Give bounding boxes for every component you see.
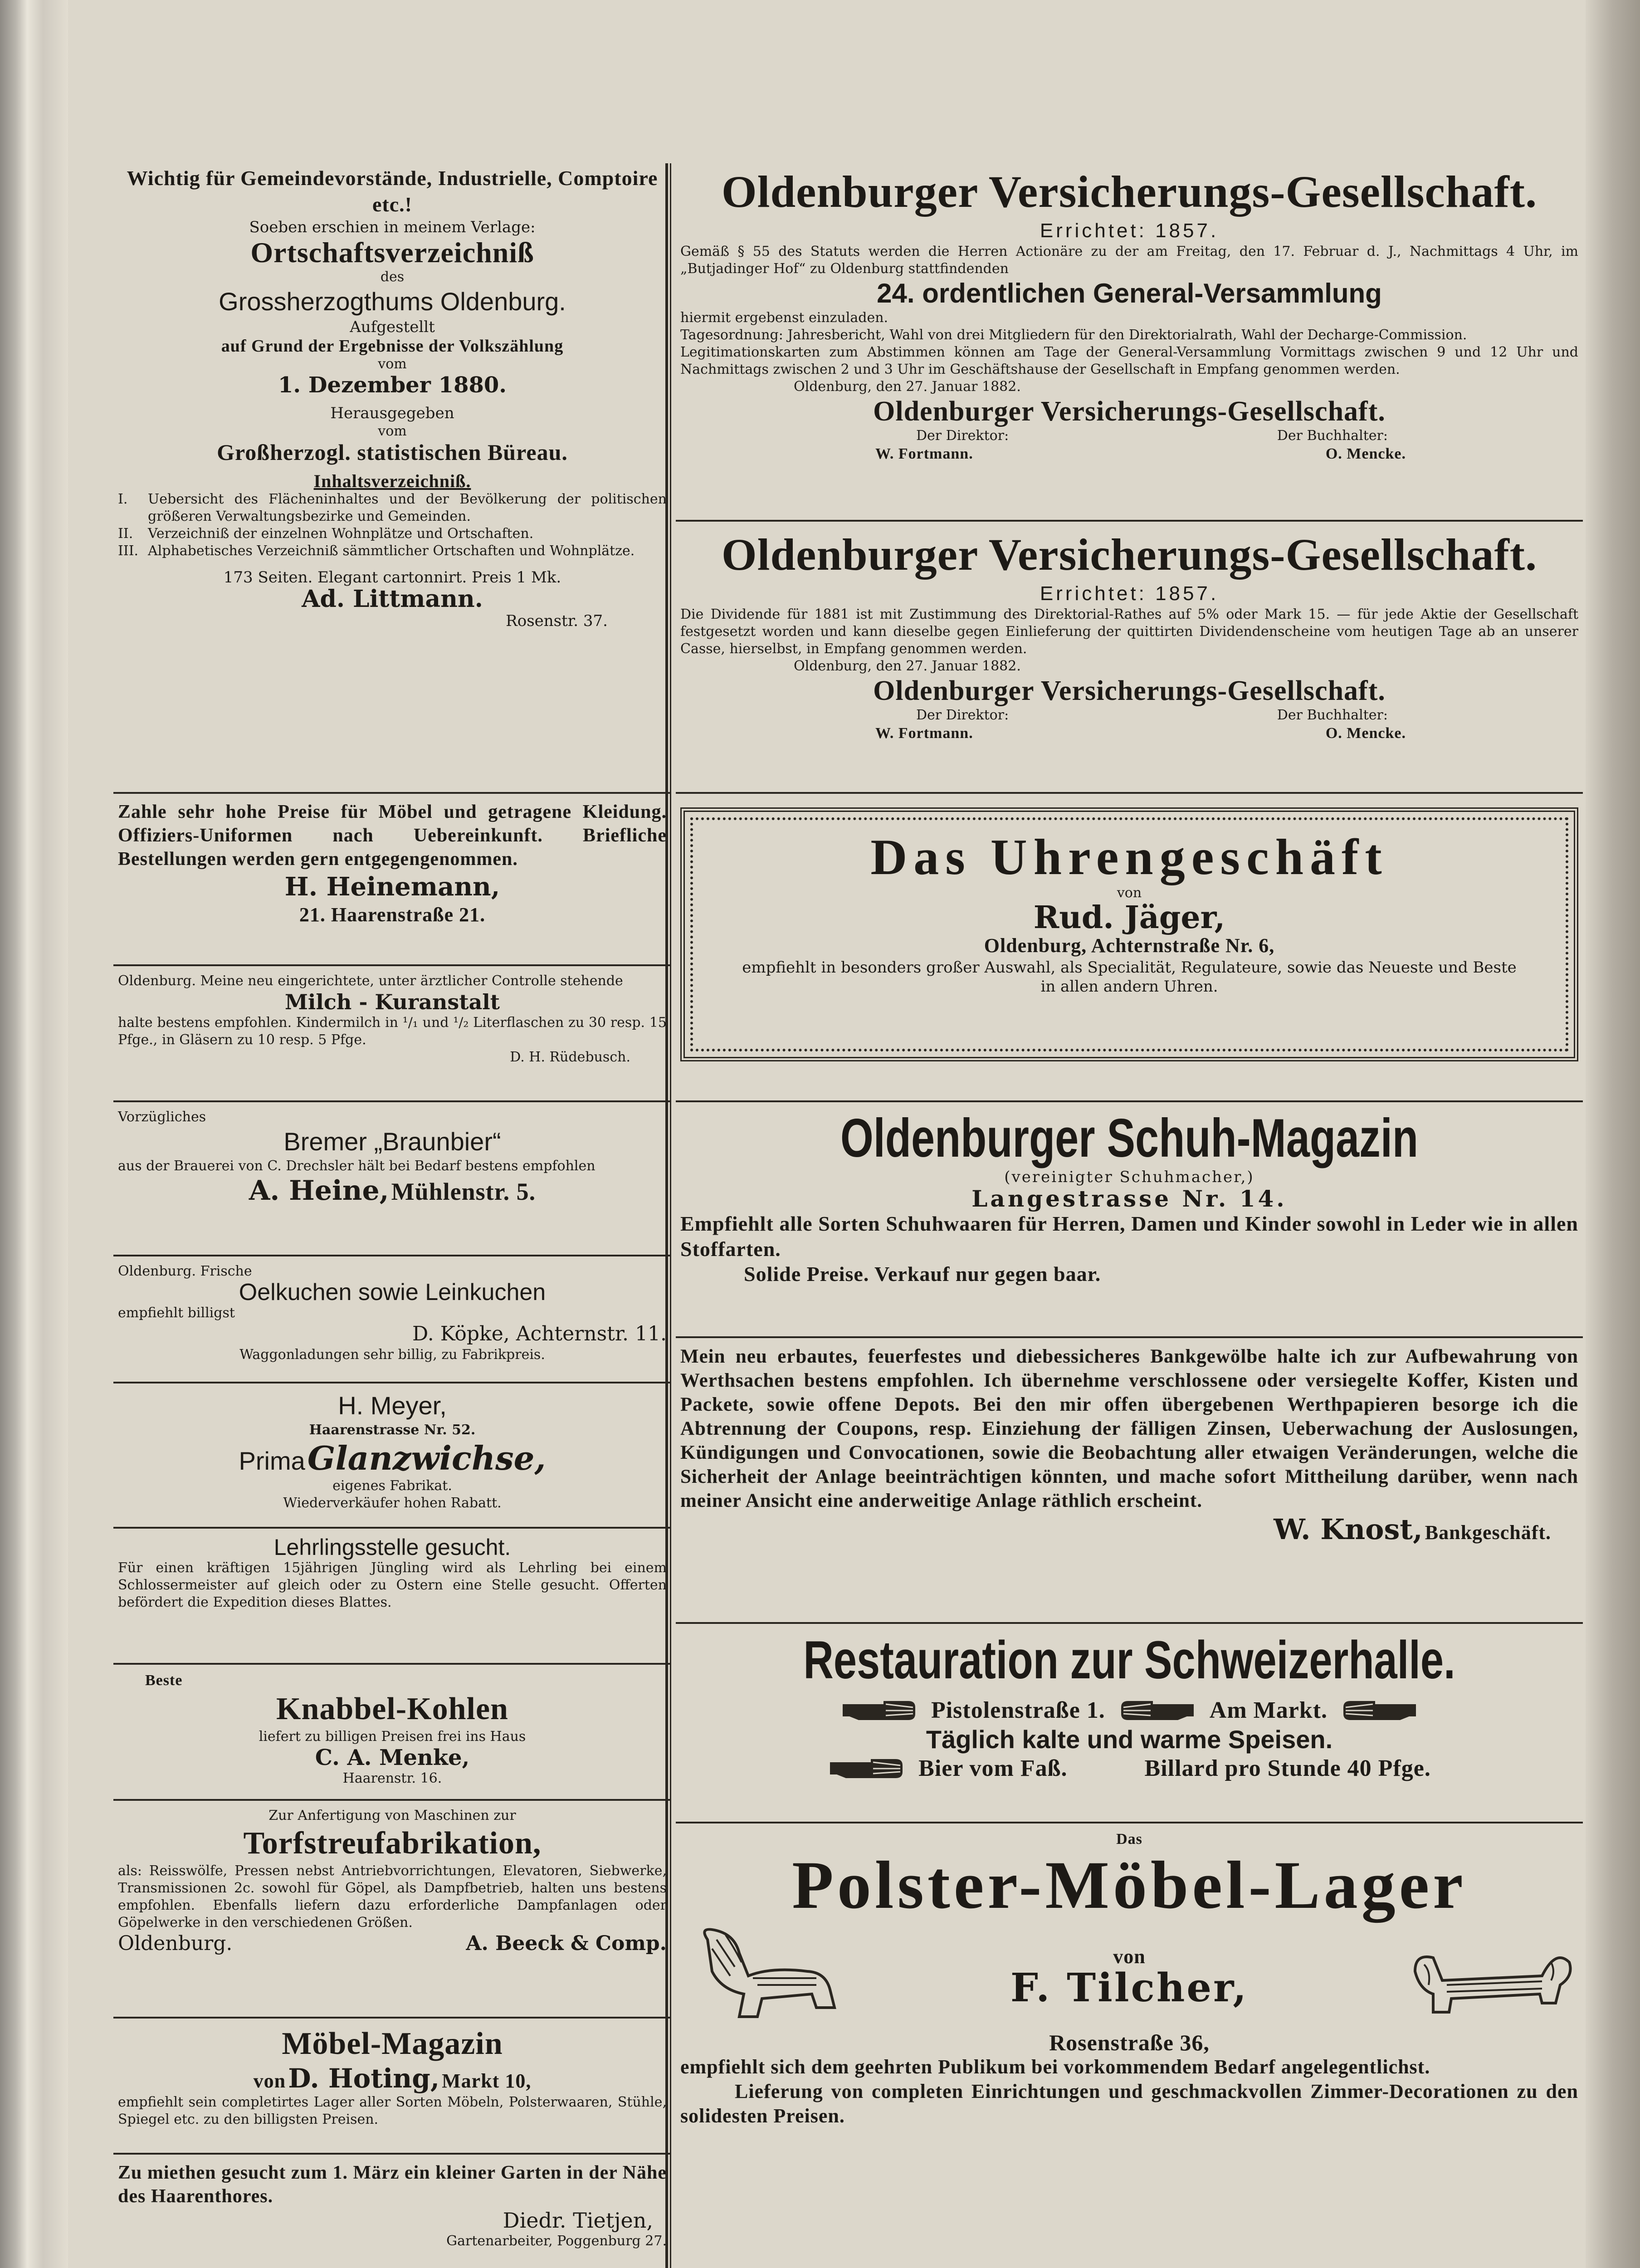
ad-schuh-magazin — [676, 1102, 1583, 1338]
ad-text: Solide Preise. Verkauf nur gegen baar. — [744, 1262, 1101, 1286]
ad-name: H. Heinemann, — [284, 872, 500, 902]
ad-text: empfiehlt in besonders großer Auswahl, als Specialität, Regulateure, sowie das Neueste und Beste in allen andern Uhren. — [742, 958, 1517, 996]
armchair-icon — [680, 1921, 853, 2030]
ad-lehrlingsstelle — [113, 1529, 671, 1665]
ad-address: Mühlenstr. 5. — [391, 1178, 536, 1205]
ad-publisher: Großherzogl. statistischen Büreau. — [217, 440, 568, 465]
ad-text: Für einen kräftigen 15jährigen Jüngling wird als Lehrling bei einem Schlossermeister auf gleich oder zu Ostern eine Stelle gesucht. Offerten befördert die Expedition dieses Blattes. — [118, 1560, 667, 1610]
ad-title: Polster-Möbel-Lager — [792, 1848, 1467, 1923]
ad-title: Lehrlingsstelle gesucht. — [273, 1535, 511, 1560]
sofa-icon — [1406, 1921, 1578, 2030]
ad-established: Errichtet: 1857. — [1040, 220, 1219, 242]
toc-number: II. — [118, 526, 133, 542]
ad-glanzwichse — [113, 1383, 671, 1529]
page-edge — [1586, 0, 1640, 2268]
ad-address: Markt 10, — [442, 2070, 532, 2092]
toc-heading: Inhaltsverzeichniß. — [313, 471, 471, 491]
ad-names — [680, 445, 1578, 464]
left-column — [113, 159, 671, 2268]
pointing-hand-icon — [828, 1755, 905, 1782]
ad-von: von — [1113, 1945, 1146, 1968]
ad-address: 21. Haarenstraße 21. — [299, 904, 486, 926]
book-binding-edge — [0, 0, 68, 2268]
ad-prima: Prima — [239, 1447, 305, 1475]
ad-line: Aufgestellt — [350, 318, 435, 336]
ad-established: Errichtet: 1857. — [1040, 582, 1219, 605]
role-bookkeeper: Der Buchhalter: — [1277, 707, 1388, 723]
ad-address: Rosenstraße 36, — [1049, 2030, 1210, 2055]
ad-signature: Oldenburger Versicherungs-Gesellschaft. — [873, 396, 1386, 427]
ad-roles — [680, 427, 1578, 445]
ad-text: Zu miethen gesucht zum 1. März ein kleiner Garten in der Nähe des Haarenthores. — [118, 2162, 667, 2207]
ad-subtitle: Grossherzogthums Oldenburg. — [219, 287, 566, 316]
ad-text: empfiehlt sein completirtes Lager aller Sorten Möbeln, Polsterwaaren, Stühle, Spiegel etc. zu den billigsten Preisen. — [118, 2094, 667, 2127]
ad-signature: Oldenburger Versicherungs-Gesellschaft. — [873, 675, 1386, 706]
ad-address: Gartenarbeiter, Poggenburg 27. — [446, 2233, 667, 2249]
ad-title: Oldenburger Schuh-Magazin — [840, 1108, 1419, 1168]
ad-line: vom — [378, 356, 407, 372]
ad-product: Glanzwichse, — [307, 1439, 546, 1477]
ad-title: Möbel-Magazin — [282, 2026, 503, 2061]
ad-oelkuchen — [113, 1256, 671, 1383]
name-director: W. Fortmann. — [875, 445, 973, 462]
ad-address: Rosenstr. 37. — [506, 612, 608, 630]
ad-signature: D. Köpke, Achternstr. 11. — [412, 1322, 667, 1345]
ad-text: Legitimationskarten zum Abstimmen können am Tage der General-Versammlung Vormittags zwischen 9 und 12 Uhr und Nachmittags zwischen 2 und 3 Uhr im Geschäftshause der Gesellschaft in Empfang genommen werden. — [680, 344, 1578, 377]
ad-line: Beste — [145, 1672, 183, 1689]
toc-number: III. — [118, 543, 139, 559]
ad-torfstreu — [113, 1801, 671, 2019]
ad-line: Bier vom Faß. — [918, 1755, 1068, 1781]
ad-title: Oelkuchen sowie Leinkuchen — [239, 1279, 546, 1305]
ad-name-line — [118, 1175, 667, 1207]
toc-item — [118, 491, 667, 525]
ad-knabbel-kohlen — [113, 1665, 671, 1801]
ad-date: Oldenburg, den 27. Januar 1882. — [794, 379, 1021, 395]
ad-text: Empfiehlt alle Sorten Schuhwaaren für Herren, Damen und Kinder sowohl in Leder wie in allen Stoffarten. — [680, 1212, 1578, 1261]
ad-address: Haarenstrasse Nr. 52. — [309, 1422, 476, 1438]
toc-text: Uebersicht des Flächeninhaltes und der Bevölkerung der politischen größeren Verwaltungsbezirke und Gemeinden. — [148, 491, 667, 524]
ad-signature: D. H. Rüdebusch. — [510, 1049, 630, 1065]
ad-moebel-magazin — [113, 2019, 671, 2155]
ad-line: Soeben erschien in meinem Verlage: — [249, 218, 536, 236]
ad-address: Oldenburg, Achternstraße Nr. 6, — [984, 934, 1275, 957]
ad-title: Milch - Kuranstalt — [284, 990, 500, 1014]
ad-text: Die Dividende für 1881 ist mit Zustimmung des Direktorial-Rathes auf 5% oder Mark 15. — für jede Aktie der Gesellschaft festgesetzt worden und kann dieselbe gegen Einlieferung der quittirten Dividendenscheine vom heutigen Tage ab an unserer Casse, hierselbst, in Empfang genommen werden. — [680, 606, 1578, 657]
ad-line: Vorzügliches — [118, 1109, 206, 1125]
ad-signature-line — [680, 1513, 1578, 1546]
ad-von: von — [253, 2070, 286, 2092]
ad-heinemann — [113, 794, 671, 966]
ad-center-row — [680, 1921, 1578, 2030]
ad-line: Das — [1116, 1831, 1142, 1848]
ad-title: Restauration zur Schweizerhalle. — [803, 1630, 1455, 1690]
ad-text: empfiehlt sich dem geehrten Publikum bei vorkommendem Bedarf angelegentlichst. — [680, 2056, 1430, 2078]
ad-title: Knabbel-Kohlen — [276, 1691, 508, 1726]
toc-item — [118, 525, 667, 543]
ad-address: Langestrasse Nr. 14. — [971, 1185, 1287, 1212]
pointing-hand-icon — [1341, 1697, 1418, 1724]
ad-name: Rud. Jäger, — [1033, 899, 1225, 936]
role-bookkeeper: Der Buchhalter: — [1277, 428, 1388, 444]
ad-line: vom — [378, 423, 407, 439]
ad-text: Lieferung von completen Einrichtungen und geschmackvollen Zimmer-Decorationen zu den solidesten Preisen. — [680, 2080, 1578, 2127]
toc-number: I. — [118, 491, 128, 507]
right-column — [676, 159, 1583, 2268]
ad-line: des — [380, 269, 405, 285]
ad-title: Oldenburger Versicherungs-Gesellschaft. — [721, 529, 1538, 580]
ad-line-row — [680, 1755, 1578, 1782]
ad-polster-moebel — [676, 1823, 1583, 2195]
ad-headline: Wichtig für Gemeindevorstände, Industrielle, Comptoire etc.! — [127, 166, 658, 216]
toc-text: Alphabetisches Verzeichniß sämmtlicher Ortschaften und Wohnplätze. — [148, 543, 635, 559]
ad-braunbier — [113, 1102, 671, 1256]
ad-text: Gemäß § 55 des Statuts werden die Herren Actionäre zu der am Freitag, den 17. Februar d. J., Nachmittags 4 Uhr, im „Butjadinger Hof“ zu Oldenburg stattfindenden — [680, 244, 1578, 277]
ad-line: Wiederverkäufer hohen Rabatt. — [283, 1495, 502, 1511]
ad-uhrengeschaeft — [676, 794, 1583, 1102]
ad-von: von — [1117, 885, 1142, 901]
role-director: Der Direktor: — [916, 707, 1009, 723]
ad-versicherung-dividende — [676, 522, 1583, 794]
ad-line: Täglich kalte und warme Speisen. — [926, 1725, 1333, 1754]
ad-title: Oldenburger Versicherungs-Gesellschaft. — [721, 166, 1538, 217]
ad-role: Bankgeschäft. — [1425, 1521, 1551, 1544]
ad-address: Haarenstr. 16. — [342, 1770, 442, 1786]
toc-list — [118, 491, 667, 560]
ad-signature-line — [118, 1931, 667, 1956]
ad-milch-kuranstalt — [113, 966, 671, 1102]
ad-text: halte bestens empfohlen. Kindermilch in ¹/₁ und ¹/₂ Literflaschen zu 30 resp. 15 Pfge., in Gläsern zu 10 resp. 5 Pfge. — [118, 1015, 667, 1048]
ad-line: eigenes Fabrikat. — [332, 1478, 452, 1494]
ad-title: Torfstreufabrikation, — [243, 1826, 542, 1861]
ad-name: A. Beeck & Comp. — [466, 1932, 667, 1955]
ad-line: Oldenburg. Meine neu eingerichtete, unter ärztlicher Controlle stehende — [118, 973, 623, 989]
ad-ortschaftsverzeichnis — [113, 159, 671, 794]
ad-address: Am Markt. — [1209, 1697, 1328, 1723]
ad-name: Diedr. Tietjen, — [503, 2208, 653, 2233]
ad-line: Herausgegeben — [330, 404, 454, 422]
name-bookkeeper: O. Mencke. — [1325, 725, 1406, 742]
role-director: Der Direktor: — [916, 428, 1009, 444]
ad-names — [680, 724, 1578, 743]
ad-versicherung-versammlung — [676, 159, 1583, 522]
ad-title: Ortschaftsverzeichniß — [250, 236, 534, 269]
ad-title: Das Uhrengeschäft — [870, 829, 1388, 885]
ad-text: aus der Brauerei von C. Drechsler hält bei Bedarf bestens empfohlen — [118, 1158, 595, 1174]
ad-line: Waggonladungen sehr billig, zu Fabrikpreis. — [239, 1347, 545, 1363]
ad-place: Oldenburg. — [118, 1932, 233, 1955]
ad-line: auf Grund der Ergebnisse der Volkszählung — [221, 337, 564, 356]
toc-text: Verzeichniß der einzelnen Wohnplätze und Ortschaften. — [148, 526, 534, 542]
ad-line: Billard pro Stunde 40 Pfge. — [1144, 1755, 1431, 1781]
ad-name: W. Knost, — [1274, 1513, 1423, 1546]
ad-text: Zahle sehr hohe Preise für Möbel und getragene Kleidung. Offiziers-Uniformen nach Uebereinkunft. Briefliche Bestellungen werden gern entgegengenommen. — [118, 802, 667, 870]
pointing-hand-icon — [1119, 1697, 1196, 1724]
ad-text: Mein neu erbautes, feuerfestes und diebessicheres Bankgewölbe halte ich zur Aufbewahrung von Werthsachen bestens empfohlen. Ich übernehme verschlossene oder versiegelte Koffer, Kisten und Packete, sowie offene Depots. Bei den mir offen übergebenen Werthpapieren besorge ich die Abtrennung der Coupons, resp. Einziehung der fälligen Zinsen, Ueberwachung der Auslosungen, Kündigungen und Convocationen, sowie die Beobachtung aller etwaigen Veränderungen, welche die Sicherheit der Anlage beeinträchtigen könnten, und mache sofort Mittheilung darüber, wenn nach meiner Ansicht eine anderweitige Anlage räthlich erscheint. — [680, 1346, 1578, 1511]
ad-line: hiermit ergebenst einzuladen. — [680, 310, 888, 326]
ad-schweizerhalle — [676, 1624, 1583, 1823]
ad-bankgewoelbe — [676, 1338, 1583, 1624]
ad-text: als: Reisswölfe, Pressen nebst Antriebvorrichtungen, Elevatoren, Siebwerke, Transmissionen 2c. sowohl für Göpel, als Dampfbetrieb, halten uns bestens empfohlen. Ebenfalls liefern dazu erforderliche Dampfanlagen oder Göpelwerke in den verschiedenen Größen. — [118, 1863, 667, 1931]
ad-roles — [680, 707, 1578, 724]
ad-line: Oldenburg. Frische — [118, 1263, 252, 1279]
ad-name: H. Meyer, — [338, 1391, 447, 1420]
ad-meeting: 24. ordentlichen General-Versammlung — [877, 278, 1382, 308]
ad-line: empfiehlt billigst — [118, 1305, 235, 1321]
ad-name: D. Hoting, — [288, 2063, 440, 2094]
ad-seller: Ad. Littmann. — [302, 585, 483, 613]
ad-price: 173 Seiten. Elegant cartonnirt. Preis 1 Mk. — [223, 568, 561, 587]
toc-item — [118, 543, 667, 560]
ornamental-frame — [680, 807, 1578, 1061]
ad-line: liefert zu billigen Preisen frei ins Haus — [259, 1729, 526, 1745]
ad-date: 1. Dezember 1880. — [278, 372, 507, 398]
pointing-hand-icon — [840, 1697, 918, 1724]
ad-date: Oldenburg, den 27. Januar 1882. — [794, 658, 1021, 674]
ad-name: F. Tilcher, — [1010, 1965, 1249, 2011]
ad-name: A. Heine, — [249, 1175, 389, 1207]
ad-name: C. A. Menke, — [315, 1745, 470, 1770]
ad-title: Bremer „Braunbier“ — [283, 1127, 501, 1156]
ad-subtitle: (vereinigter Schuhmacher,) — [1004, 1168, 1254, 1186]
name-bookkeeper: O. Mencke. — [1325, 445, 1406, 462]
ad-garten-gesucht — [113, 2155, 671, 2268]
ad-address: Pistolenstraße 1. — [931, 1697, 1105, 1723]
ad-name-line — [118, 2063, 667, 2094]
name-director: W. Fortmann. — [875, 725, 973, 742]
ad-agenda: Tagesordnung: Jahresbericht, Wahl von drei Mitgliedern für den Direktorialrath, Wahl der Decharge-Commission. — [680, 327, 1467, 343]
ad-center-text — [853, 1945, 1406, 2011]
ad-product-line — [118, 1439, 667, 1477]
ad-address-line — [680, 1697, 1578, 1724]
ad-line: Zur Anfertigung von Maschinen zur — [268, 1808, 516, 1823]
